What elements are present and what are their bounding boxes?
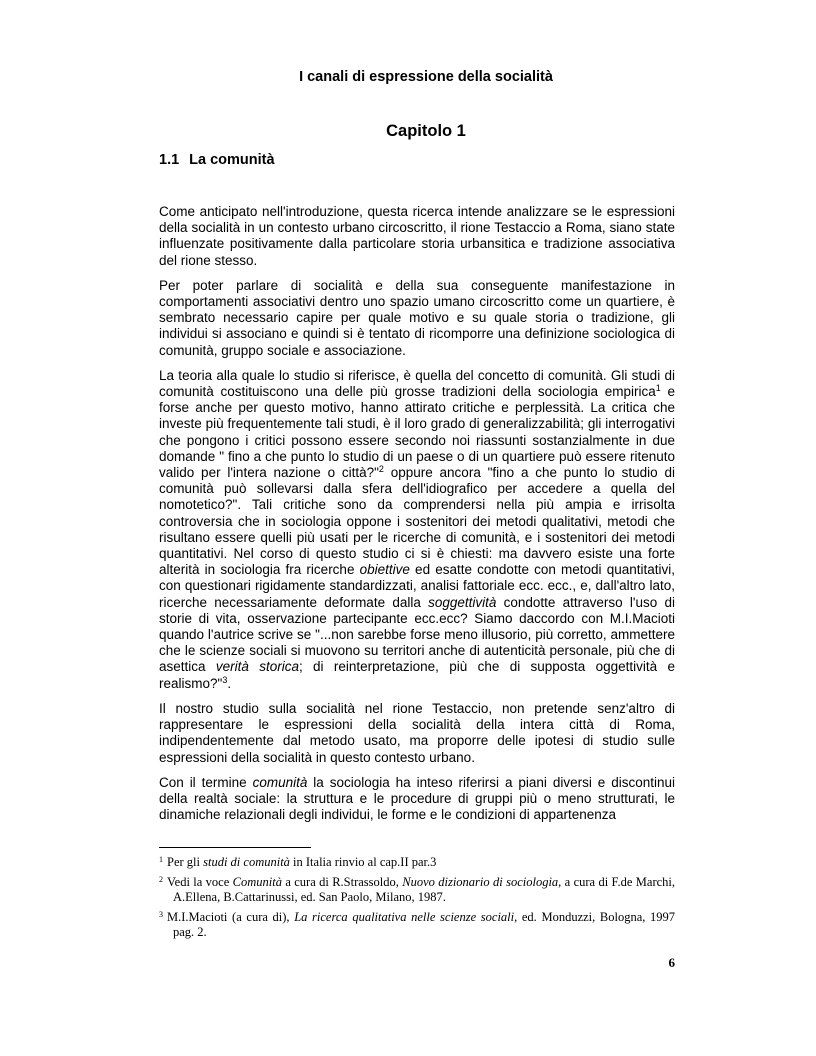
paragraph-text: la sociologia ha inteso riferirsi a piani diversi e discontinui della realtà sociale: la struttura e le procedure di gruppi più o meno strutturati, le dinamiche relazionali degli individui, le forme e le condizioni di appartenenza [159,774,675,823]
paragraph-text: ; di reinterpretazione, più che di supposta oggettività e realismo?" [159,659,676,691]
emphasis: studi di comunità [203,855,290,869]
footnote-mark: 1 [159,855,163,864]
footnote [159,910,675,940]
footnotes [159,855,675,945]
footnote [159,855,675,870]
footnote-text: , ed. Monduzzi, Bologna, 1997 pag. 2. [173,910,676,939]
footnote-text: M.I.Macioti (a cura di), [167,910,295,924]
footnote-mark: 3 [159,910,163,919]
paragraph-text: e forse anche per questo motivo, hanno attirato critiche e perplessità. La critica che investe più frequentemente tali studi, è il loro grado di generalizzabilità; gli interrogativi che pongono i critici possono essere secondo noi riassunti sostanzialmente in due domande " fino a che punto lo studio di un paese o di un quartiere può essere ritenuto valido per l'intera nazione o città?" [159,384,675,481]
section-heading [159,152,275,168]
footnote-mark: 2 [159,875,163,884]
emphasis: verità storica [215,659,299,675]
paragraph [159,368,675,692]
paragraph-text: oppure ancora "fino a che punto lo studio di comunità può sollevarsi dalla sfera dell'idiografico per accedere a quella del nomotetico?". Tali critiche sono da comprendersi nella più ampia e irrisolta controversia che in sociologia oppone i sostenitori dei metodi qualitativi, metodi che risultano essere quelli più usati per le ricerche di comunità, e i sostenitori dei metodi quantitativi. Nel corso di questo studio ci si è chiesti: ma davvero esiste una forte alterità in sociologia fra ricerche [159,465,675,578]
footnote-ref-1: 1 [655,383,661,394]
footnote [159,875,675,905]
paragraph-text: ed esatte condotte con metodi quantitativi, con questionari rigidamente standardizzati, analisi fattoriale ecc. ecc., e, dall'altro lato, ricerche necessariamente deformate dalla [159,562,675,610]
emphasis: La ricerca qualitativa nelle scienze sociali [294,910,515,924]
emphasis: Nuovo dizionario di sociologia, [402,875,562,889]
paragraph [159,278,675,359]
paragraph [159,701,675,766]
footnote-text: in Italia rinvio al cap.II par.3 [289,855,437,869]
paragraph-text: La teoria alla quale lo studio si riferisce, è quella del concetto di comunità. Gli studi di comunità costituiscono una delle più grosse tradizioni della sociologia empirica [159,367,675,400]
paragraph-text: Con il termine [159,774,253,790]
section-number: 1.1 [159,152,180,168]
paragraph [159,775,675,824]
section-title: La comunità [189,152,275,168]
footnote-ref-2: 2 [378,464,384,475]
body-text [159,204,675,832]
paragraph-text: Come anticipato nell'introduzione, questa ricerca intende analizzare se le espressioni della socialità in un contesto urbano circoscritto, il rione Testaccio a Roma, siano state influenzate positivamente dalla particolare storia urbansitica e tradizione associativa del rione stesso. [159,204,675,268]
chapter-heading: Capitolo 1 [386,122,466,140]
paragraph [159,204,675,269]
page-number: 6 [668,955,675,970]
part-title: I canali di espressione della socialità [299,69,553,85]
emphasis: obiettive [359,562,410,578]
paragraph-text: Per poter parlare di socialità e della sua conseguente manifestazione in comportamenti associativi dentro uno spazio umano circoscritto come un quartiere, è sembrato necessario capire per quale motivo e su quale storia o tradizione, gli individui si associano e quindi si è tentato di ricomporre una definizione sociologica di comunità, gruppo sociale e associazione. [159,277,675,358]
footnote-text: Vedi la voce [167,875,233,889]
footnote-text: a cura di R.Strassoldo, [281,875,403,889]
footnote-ref-3: 3 [222,674,228,685]
paragraph-text: . [227,675,232,691]
emphasis: Comunità [232,875,282,889]
paragraph-text: Il nostro studio sulla socialità nel rione Testaccio, non pretende senz'altro di rappresentare le espressioni della socialità della intera città di Roma, indipendentemente dal metodo usato, ma proporre delle ipotesi di studio sulle espressioni della socialità in questo contesto urbano. [159,700,675,765]
emphasis: soggettività [428,594,497,610]
emphasis: comunità [252,774,308,790]
footnote-separator [159,847,311,848]
paragraph-text: condotte attraverso l'uso di storie di vita, osservazione partecipante ecc.ecc? Siamo daccordo con M.I.Macioti quando l'autrice scrive se "...non sarebbe forse meno illusorio, più corretto, ammettere che le scienze sociali si muovono su territori anche di autenticità personale, più che di asettica [159,594,675,675]
footnote-text: Per gli [167,855,204,869]
footnote-text: a cura di F.de Marchi, A.Ellena, B.Cattarinussi, ed. San Paolo, Milano, 1987. [173,875,675,904]
